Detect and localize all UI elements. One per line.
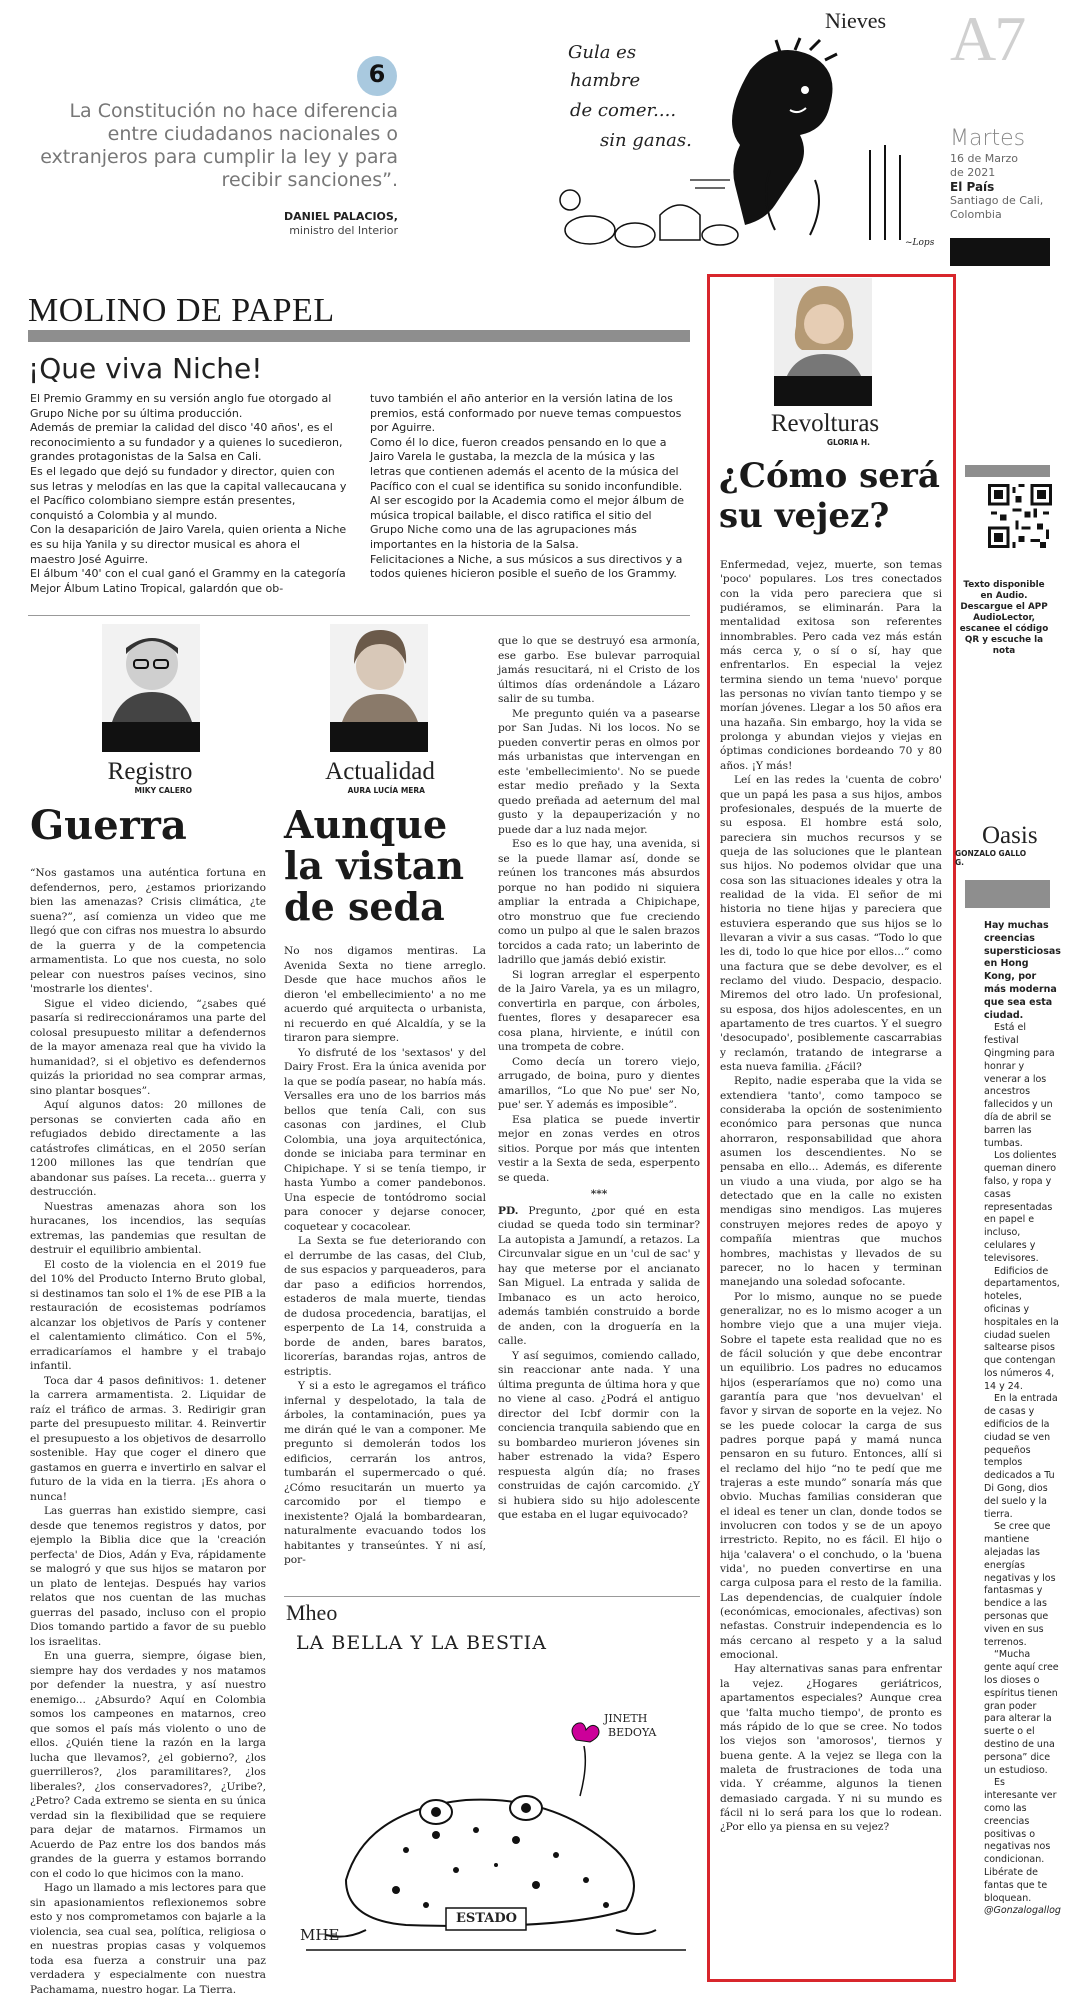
molino-p: Felicitaciones a Niche, a sus músicos a sus directivos y a todos quienes hicieron posible el sueño de los Grammy. [370, 552, 683, 581]
molino-gray-bar [28, 330, 690, 342]
mheo-divider [284, 1596, 700, 1597]
qr-code-image [988, 484, 1052, 548]
actualidad-p: Me pregunto quién va a pasearse por San Judas. Ni los locos. No se pueden convertir peras en olmos por más urbanistas que intervengan en este 'embellecimiento'. No se puede estar medio preñado y la Sexta quedo preñada ad aeternum del mal gusto y la depauperización y no puede dar a luz nada mejor. [498, 707, 700, 836]
portrait-icon [102, 624, 200, 722]
registro-p: El costo de la violencia en el 2019 fue del 10% del Producto Interno Bruto global, si destinamos tan solo el 1% de ese PIB a la restauración de ecosistemas podríamos alcanzar los objetivos de París y contener el calentamiento climático. Con el 5%, erradicaríamos el hambre y el trabajo infantil. [30, 1258, 266, 1372]
author-photo-bar [102, 722, 200, 752]
registro-p: Las guerras han existido siempre, casi desde que tenemos registros y datos, por ejemplo la Biblia dice que la 'creación perfecta' de Dios, Adán y Eva, rápidamente se malogró y que sus hijos se mataron por un plato de lentejas. Después hay varios relatos que nos cuentan de las muchas guerras del pasado, incluso con el propio Dios tomando partido a favor de su pueblo los israelitas. [30, 1505, 266, 1648]
author-photo-bar [774, 376, 872, 406]
pd-text: Pregunto, ¿por qué en esta ciudad se queda todo sin terminar? La autopista a Jamundí, a retazos. La Circunvalar sigue en un 'cul de sac' y hay que meterse por el ancianato San Miguel. La entrada y salida de Imbanaco es un acto heroico, además también construido a borde de anden, con la droguería en la calle. [498, 1204, 700, 1347]
molino-col-2 [370, 392, 688, 582]
actualidad-headline [284, 804, 464, 927]
revolturas-headline [719, 456, 940, 536]
revolturas-body [720, 558, 942, 1835]
molino-p: El álbum '40' con el cual ganó el Grammy en la categoría Mejor Álbum Latino Tropical, galardón que ob- [30, 567, 346, 595]
actualidad-p: que lo que se destruyó esa armonía, ese garbo. Ese bulevar parroquial jamás resucitará, ni el Cristo de los últimos días ordenándole a Lázaro salir de su tumba. [498, 635, 700, 705]
actualidad-headline-3: de seda [284, 884, 445, 929]
column-name-oasis: Oasis [982, 822, 1038, 849]
actualidad-p: Como decía un torero viejo, arrugado, de boina, puro y dientes amarillos, “Lo que No pue' ser No, pue' ser. Y además es imposible”. [498, 1055, 700, 1111]
oasis-p: Edificios de departamentos, hoteles, oficinas y hospitales en la ciudad suelen saltearse pisos que contengan los números 4, 14 y 24. [984, 1265, 1060, 1392]
actualidad-col-1 [284, 944, 486, 1568]
pd-paragraph [498, 1204, 700, 1349]
registro-p: Hago un llamado a mis lectores para que sin apasionamientos reflexionemos sobre esto y nos comprometamos con bajarle a la violencia, sea cual sea, política, religiosa o en nuestras propias casas y volquemos toda esa fuerza a construir una paz verdadera y especialmente con nuestra Pachamama, nuestro hogar. La Tierra. [30, 1882, 266, 1996]
paper-name: El País [950, 180, 995, 194]
audio-text: Texto disponible en Audio. Descargue el APP AudioLector, escanee el código QR y escuche la nota [959, 580, 1049, 656]
actualidad-p: Si logran arreglar el esperpento de la Jairo Varela, ya es un milagro, convertirla en parque, con árboles, fuentes, flores y desaparecer esa cosa plana, hirviente, e inútil con una trompeta de cobre. [498, 968, 700, 1053]
column-author-revolturas: GLORIA H. [826, 438, 870, 447]
revolturas-p: Por lo mismo, aunque no se puede generalizar, no es lo mismo acoger a un hombre viejo que a una mujer vieja. Sobre el tapete esta realidad que no es de fácil solución y que debe encontrar un equilibrio. Los padres no educamos hijos (esperaríamos que no) como una garantía para que 'nos devuelvan' el favor y sirvan de soporte en la vejez. No se les puede colocar la carga de sus padres porque papá y mamá nunca pensaron en su futuro. Entonces, allí si el reclamo del hijo “no te pedí que me trajeras a este mundo” sonaría más que obvio. Muchas familias consideran que el ideal es tener un clan, donde todos se involucren con todos y se de un apoyo irrestricto. Repito, no es fácil. El hijo o hija 'calavera' o el conchudo, o la 'buena vida', no pueden convertirse en una carga culposa para el resto de la familia. Las dependencias, de cualquier índole (económicas, emocionales, afectivas) son nefastas. Construir independencia es lo más cercano al respeto y a la salud emocional. [720, 1290, 942, 1662]
country: Colombia [950, 208, 1002, 221]
cartoon-signature: ~Lops [905, 238, 935, 248]
actualidad-col-2 [498, 634, 700, 1523]
oasis-body [984, 920, 1060, 1918]
author-photo-gloria [774, 278, 872, 378]
actualidad-p: Yo disfruté de los 'sextasos' y del Dairy Frost. Era la única avenida por la que se podía pasear, no había más. Versalles era uno de los barrios más bellos que tenía Cali, con sus casonas con jardines, el Club Colombia, una joya arquitectónica, donde se iniciaba para terminar en Chipichape. Y si se tenía tiempo, ir hasta Yumbo a comer pandebonos. Una especie de tontódromo social para conocer y dejarse conocer, coquetear y cocacolear. [284, 1046, 486, 1233]
molino-p: Además de premiar la calidad del disco '40 años', es el reconocimiento a su fundador y a quienes lo sucedieron, grandes protagonistas de la Salsa en Cali. [30, 421, 343, 464]
quote-text: La Constitución no hace diferencia entre ciudadanos nacionales o extranjeros para cumplir la ley y para recibir sanciones”. [40, 100, 398, 191]
oasis-p: “Mucha gente aquí cree los dioses o espíritus tienen gran poder para alterar la suerte o el destino de una persona” dice un estudioso. [984, 1649, 1059, 1776]
oasis-p: Está el festival Qingming para honrar y venerar a los ancestros fallecidos y un día de abril se barren las tumbas. [984, 1022, 1055, 1149]
actualidad-p: La Sexta se fue deteriorando con el derrumbe de las casas, del Club, de sus espacios y parqueaderos, para dar paso a edificios horrendos, estaderos de mala muerte, tiendas de dudosa procedencia, baratijas, el esperpento de La 14, construida a borde de anden, bares baratos, licorerías, barandas rojas, antros de estriptis. [284, 1235, 486, 1378]
mheo-signature: MHE [300, 1926, 340, 1944]
cartoon-text-3: de comer.... [570, 100, 677, 121]
masthead-black-bar [950, 238, 1050, 266]
quote-number: 6 [368, 60, 386, 88]
revolturas-p: Hay alternativas sanas para enfrentar la vejez. ¿Hogares geriátricos, apartamentos especiales? Aunque crea que 'falta mucho tiempo', de pronto es más rápido de lo que se cree. No todos los viejos son 'amorosos', tiernos y buena gente. A la vejez se llega con la maleta de frustraciones de toda una vida. Y créamme, algunos la tienen demasiado cargada. Y ni su mundo es fácil ni lo será para los que lo rodean. ¿Por ello ya piensa en su vejez? [720, 1663, 942, 1834]
registro-p: Nuestras amenazas ahora son los huracanes, los incendios, las sequías extremas, las pandemias que resultan de destruir el equilibrio ambiental. [30, 1200, 266, 1256]
mheo-name-2: BEDOYA [608, 1726, 657, 1739]
revolturas-p: Repito, nadie esperaba que la vida se extendiera 'tanto', como tampoco se consideraba la opción de sostenimiento económico para personas que nunca ahorraron, responsabilidad que ahora asumen los descendientes. No se pensaba en ello... Además, es diferente un viudo a una viuda, por algo se ha detectado que en la calle no existen mendigas sino mendigos. Las mujeres construyen mejores redes de apoyo y compañía mientras que muchos hombres, machistas y llevados de su parecer, no lo hacen y terminan manejando una soledad sofocante. [720, 1075, 942, 1289]
year: de 2021 [950, 166, 996, 179]
registro-p: Sigue el video diciendo, “¿sabes qué pasaría si redireccionáramos una parte del colosal presupuesto militar a defendernos de la mayor amenaza real que ha vivido la humanidad?, si el objetivo es defendernos quizás la prioridad no sea comprar armas, sino plantar bosques”. [30, 997, 266, 1097]
section-name: Nieves [825, 8, 887, 33]
author-photo-aura [330, 624, 428, 722]
audio-gray-bar [965, 465, 1050, 477]
actualidad-headline-1: Aunque [284, 802, 448, 847]
registro-p: “Nos gastamos una auténtica fortuna en defendernos, pero, ¿estamos priorizando bien las amenazas? Crisis climática, ¿te suena?”, así comienza un video que me llegó que con cifras nos muestra lo absurdo de la guerra y de la competencia armamentista. Lo que nos cuesta, no solo pelear con nuestros países vecinos, sino 'mostrarle los dientes'. [30, 867, 266, 995]
column-author-registro: MIKY CALERO [134, 786, 192, 795]
revolturas-headline-2: su vejez? [719, 496, 890, 536]
oasis-p: En la entrada de casas y edificios de la ciudad se ven pequeños templos dedicados a Tu Di Gong, dios del suelo y la tierra. [984, 1393, 1058, 1520]
date-day: Martes [950, 126, 1026, 151]
cartoon-text-4: sin ganas. [600, 130, 692, 151]
qr-code-icon[interactable] [988, 484, 1052, 548]
city: Santiago de Cali, [950, 194, 1044, 207]
molino-p: Con la desaparición de Jairo Varela, quien orienta a Niche es su hija Yanila y su director musical es ahora el maestro José Aguirre. [30, 523, 347, 566]
cartoon-text-2: hambre [570, 70, 641, 91]
column-author-actualidad: AURA LUCÍA MERA [347, 786, 425, 795]
molino-section-title: MOLINO DE PAPEL [28, 292, 335, 329]
actualidad-p: No nos digamos mentiras. La Avenida Sexta no tiene arreglo. Desde que hace muchos años le dieron 'el embellecimiento' a no me acuerdo qué arquitecta o urbanista, ni recuerdo en qué Alcaldía, y se la tiraron para siempre. [284, 945, 486, 1044]
oasis-p: Se cree que mantiene alejadas las energías negativas y los fantasmas y bendice a las personas que viven en sus terrenos. [984, 1521, 1056, 1648]
column-name-actualidad: Actualidad [325, 758, 435, 785]
oasis-gray-bar [965, 880, 1050, 908]
registro-headline: Guerra [30, 802, 187, 849]
molino-p: El Premio Grammy en su versión anglo fue otorgado al Grupo Niche por su última producción. [30, 392, 332, 420]
registro-p: Aquí algunos datos: 20 millones de personas se convierten cada año en refugiados debido directamente a las catástrofes climáticas, en el 2050 serían 1200 millones las que tendrían que abandonar sus países. La receta... guerra y destrucción. [30, 1099, 266, 1198]
column-name-revolturas: Revolturas [770, 410, 880, 437]
oasis-handle[interactable]: @Gonzalogallog [984, 1905, 1061, 1917]
molino-p: Al ser escogido por la Academia como el mejor álbum de música tropical bailable, el disco ratifica el sitio del Grupo Niche como una de las agrupaciones más importantes en la historia de la Salsa. [370, 494, 685, 551]
column-author-oasis: GONZALO GALLO G. [955, 849, 1027, 867]
pd-label: PD. [498, 1204, 519, 1217]
section-stars: *** [590, 1188, 608, 1200]
divider [28, 615, 690, 616]
mheo-label: Mheo [286, 1600, 338, 1625]
mheo-sign: ESTADO [456, 1911, 517, 1926]
molino-p: tuvo también el año anterior en la versión latina de los premios, está conformado por nueve temas compuestos por Aguirre. [370, 392, 682, 435]
actualidad-p: Esa platica se puede invertir mejor en zonas verdes en otros sitios. Porque por más que intenten vestir a la Sexta de seda, esperpento se queda. [498, 1113, 700, 1184]
quote-author [200, 210, 398, 238]
quote-author-role: ministro del Interior [289, 224, 398, 237]
revolturas-p: Enfermedad, vejez, muerte, son temas 'poco' populares. Los tres conectados con la vida pero pareciera que si pudiéramos, se eliminarán. Para la mentalidad exitosa son referentes innombrables. Pero cada vez más están más cerca y, o sí o sí, hay que enfrentarlos. En especial la vejez termina siendo un tema 'nuevo' porque las personas no vivían tanto tiempo y se morían jóvenes. Llegar a los 50 años era una hazaña. Sin embargo, hoy la vida se prolonga y abundan viejos y viejas en óptimas condiciones bordeando 70 y 80 años. ¡Y más! [720, 559, 942, 772]
mheo-name-1: JINETH [604, 1712, 648, 1725]
actualidad-headline-2: la vistan [284, 843, 464, 888]
actualidad-p: Y así seguimos, comiendo callado, sin reaccionar ante nada. Y una última pregunta de última hora y que no viene al caso. ¿Podrá el antiguo director del Icbf dormir con la conciencia tranquila sabiendo que en su bombardeo murieron jóvenes sin haber estrenado la vida? Espero respuesta algún día; no frases construidas de cajón carcomido. ¿Y si hubiera sido su hijo adolescente que estaba en el lugar equivocado? [498, 1349, 700, 1521]
portrait-icon [774, 278, 872, 378]
mheo-title: LA BELLA Y LA BESTIA [296, 1632, 547, 1654]
mheo-cartoon [286, 1630, 698, 1970]
date-line [950, 152, 1043, 222]
gula-cartoon [540, 30, 940, 255]
portrait-icon [330, 624, 428, 722]
revolturas-headline-1: ¿Cómo será [719, 456, 940, 496]
cartoon-text-1: Gula es [568, 42, 637, 63]
molino-p: Como él lo dice, fueron creados pensando en lo que a Jairo Varela le gustaba, la mezcla de la música y las letras que contienen además el acento de la música del Pacífico con el cual se identifica su sonido inconfundible. [370, 435, 683, 493]
molino-p: Es el legado que dejó su fundador y director, quien con sus letras y melodías en las que la capital vallecaucana y el Pacífico colombiano siempre están presentes, conquistó a Colombia y al mundo. [30, 464, 347, 522]
actualidad-p: Eso es lo que hay, una avenida, si se la puede llamar así, donde se reúnen los trancones más absurdos porque no han podido ni siquiera ampliar la entrada a Chipichape, otro monstruo que fue creciendo como un pulpo al que le salen brazos torcidos a cada rato; un laberinto de ladrillo que jamás debió existir. [498, 838, 700, 966]
molino-col-1 [30, 392, 348, 596]
oasis-p: Los dolientes queman dinero falso, y ropa y casas representadas en papel e incluso, celulares y televisores. [984, 1150, 1057, 1264]
page-number: A7 [950, 3, 1025, 74]
author-photo-bar [330, 722, 428, 752]
column-name-registro: Registro [107, 758, 193, 785]
registro-p: En una guerra, siempre, óigase bien, siempre hay dos verdades y nos matamos por defender la nuestra, y así nuestro enemigo... ¿Absurdo? Aquí en Colombia somos los campeones en matarnos, creo que somos el país más violento o uno de ellos. ¿Quién tiene la razón en la larga lucha que llevamos?, ¿el gobierno?, ¿los guerrilleros?, ¿los paramilitares?, ¿los liberales?, ¿los conservadores?, ¿Uribe?, ¿Petro? Cada extremo se sienta en su única verdad sin la flexibilidad que se requiere para dejar de matarnos. Firmamos un Acuerdo de Paz entre los dos bandos más grandes de la guerra y estamos borrando con el codo lo que hicimos con la mano. [30, 1650, 266, 1880]
registro-p: Toca dar 4 pasos definitivos: 1. detener la carrera armamentista. 2. Liquidar de raíz el tráfico de armas. 3. Redirigir gran parte del presupuesto militar. 4. Reinvertir el presupuesto a los objetivos de desarrollo sostenible. Hay que coger el dinero que gastamos en guerra e invertirlo en salvar el futuro de la vida en la tierra. ¡Es ahora o nunca! [30, 1374, 266, 1503]
oasis-lead: Hay muchas creencias supersticiosas en Hong Kong, por más moderna que sea esta ciudad. [984, 920, 1061, 1021]
revolturas-p: Leí en las redes la 'cuenta de cobro' que un papá les pasa a sus hijos, ambos profesionales, después de la muerte de su esposa. El hombre está solo, pareciera sin muchos recursos y se queja de las soluciones que le plantean sus hijos. No podemos olvidar que una cosa son las situaciones ideales y otra la realidad de la vida. El señor de mi historia no tiene hijas y pareciera que estuviera esperando que sus hijos se lo llevaran a vivir a sus casas. “Todo lo que les di, todo lo que hice por ellos...” como una factura que se debe devolver, es el reclamo del viudo. Despacio, despacio. Miremos del otro lado. Un profesional, su esposa, dos hijos adolescentes, en un apartamento de tres cuartos. Y el suegro 'desocupado', posiblemente cascarrabias y reclamón, tratando de integrarse a esta nueva familia. ¿Fácil? [720, 774, 942, 1074]
date: 16 de Marzo [950, 152, 1018, 165]
quote-author-name: DANIEL PALACIOS, [283, 210, 398, 223]
author-photo-miky [102, 624, 200, 722]
molino-headline: ¡Que viva Niche! [28, 352, 263, 385]
actualidad-p: Y si a esto le agregamos el tráfico infernal y despelotado, la tala de árboles, la contaminación, pues ya me dirán qué le van a componer. Me pregunto si demolerán todos los edificios, cerrarán los antros, tumbarán el supermercado o qué. ¿Cómo resucitarán un muerto ya carcomido por el tiempo e inexistente? Ojalá la bombardearan, naturalmente evacuando todos los habitantes y transeúntes. Y ni así, por- [284, 1380, 486, 1566]
oasis-p: Es interesante ver como las creencias positivas o negativas nos condicionan. Libérate de fantas que te bloquean. [984, 1777, 1057, 1904]
quote-badge [357, 56, 397, 96]
registro-body [30, 866, 266, 1997]
